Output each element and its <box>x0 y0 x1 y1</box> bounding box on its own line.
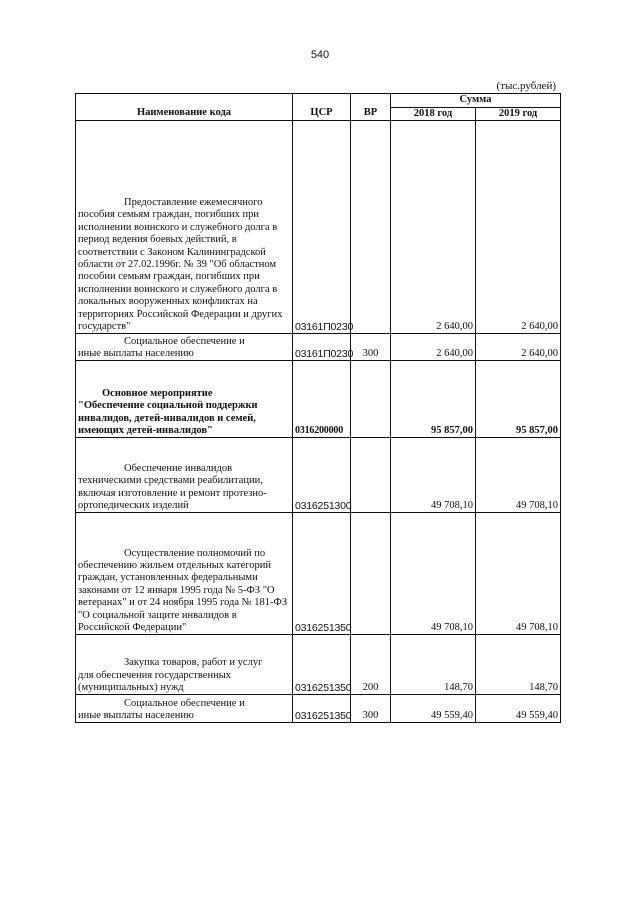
table-row <box>76 438 561 513</box>
row-vr: 300 <box>351 695 391 723</box>
row-name <box>76 513 293 635</box>
row-name-first: Предоставление ежемесячного <box>124 196 263 208</box>
row-vr <box>351 361 391 438</box>
row-name-rest: иные выплаты населению <box>78 348 194 359</box>
header-year-2019: 2019 год <box>476 108 561 121</box>
row-name-rest: "Обеспечение социальной поддержки инвалидов, детей-инвалидов и семей, имеющих детей-инвалидов" <box>78 400 258 436</box>
table-row <box>76 513 561 635</box>
row-name-first: Закупка товаров, работ и услуг <box>124 657 263 669</box>
row-name-rest: иные выплаты населению <box>78 710 194 721</box>
row-2018: 49 708,10 <box>391 438 476 513</box>
row-name <box>76 438 293 513</box>
row-2019: 49 708,10 <box>476 438 561 513</box>
row-csr: 03161П0230 <box>293 334 351 361</box>
row-name-rest: для обеспечения государственных (муниципальных) нужд <box>78 669 231 693</box>
row-name <box>76 121 293 334</box>
row-2019: 95 857,00 <box>476 361 561 438</box>
row-name-first: Социальное обеспечение и <box>124 335 245 347</box>
page-number: 540 <box>310 49 330 61</box>
table-row <box>76 635 561 695</box>
row-name-first: Осуществление полномочий по <box>124 547 266 559</box>
row-name-first: Обеспечение инвалидов <box>124 462 233 474</box>
row-2018: 49 559,40 <box>391 695 476 723</box>
table-row <box>76 121 561 334</box>
row-csr: 03161П0230 <box>293 121 351 334</box>
row-csr: 0316251350 <box>293 695 351 723</box>
row-name <box>76 635 293 695</box>
row-name-first: Социальное обеспечение и <box>124 697 245 709</box>
row-2019: 49 708,10 <box>476 513 561 635</box>
header-csr: ЦСР <box>293 94 351 121</box>
row-2019: 2 640,00 <box>476 334 561 361</box>
row-2018: 2 640,00 <box>391 121 476 334</box>
budget-table <box>75 93 561 723</box>
row-2019: 2 640,00 <box>476 121 561 334</box>
row-name <box>76 334 293 361</box>
header-vr: ВР <box>351 94 391 121</box>
table-row <box>76 361 561 438</box>
row-2018: 2 640,00 <box>391 334 476 361</box>
row-vr: 200 <box>351 635 391 695</box>
row-name-rest: техническими средствами реабилитации, включая изготовление и ремонт протезно-ортопедических изделий <box>78 475 267 511</box>
row-2018: 95 857,00 <box>391 361 476 438</box>
table-row <box>76 695 561 723</box>
row-csr: 0316251300 <box>293 438 351 513</box>
row-2018: 148,70 <box>391 635 476 695</box>
row-2019: 49 559,40 <box>476 695 561 723</box>
row-csr: 0316251350 <box>293 513 351 635</box>
row-name <box>76 695 293 723</box>
row-name <box>76 361 293 438</box>
table-row <box>76 334 561 361</box>
row-vr <box>351 121 391 334</box>
row-name-first: Основное мероприятие <box>102 387 213 399</box>
row-vr <box>351 513 391 635</box>
header-name: Наименование кода <box>76 94 293 121</box>
row-vr <box>351 438 391 513</box>
row-name-rest: пособия семьям граждан, погибших при исполнении воинского и служебного долга в период ведения боевых действий, в соответствии с Законом Калининградской области от 27.02.1996г. № 39 "Об областном пособии семьям граждан, погибших при исполнении воинского и служебного долга в локальных вооруженных конфликтах на территориях Российской Федерации и других государств" <box>78 209 283 332</box>
header-year-2018: 2018 год <box>391 108 476 121</box>
row-csr: 0316251350 <box>293 635 351 695</box>
row-name-rest: обеспечению жильем отдельных категорий граждан, установленных федеральными законами от 12 января 1995 года № 5-ФЗ "О ветеранах" и от 24 ноября 1995 года № 181-ФЗ "О социальной защите инвалидов в Российской Федерации" <box>78 559 288 633</box>
row-2018: 49 708,10 <box>391 513 476 635</box>
row-vr: 300 <box>351 334 391 361</box>
unit-note: (тыс.рублей) <box>496 80 556 92</box>
row-2019: 148,70 <box>476 635 561 695</box>
row-csr: 0316200000 <box>293 361 351 438</box>
header-sum: Сумма <box>391 94 561 108</box>
